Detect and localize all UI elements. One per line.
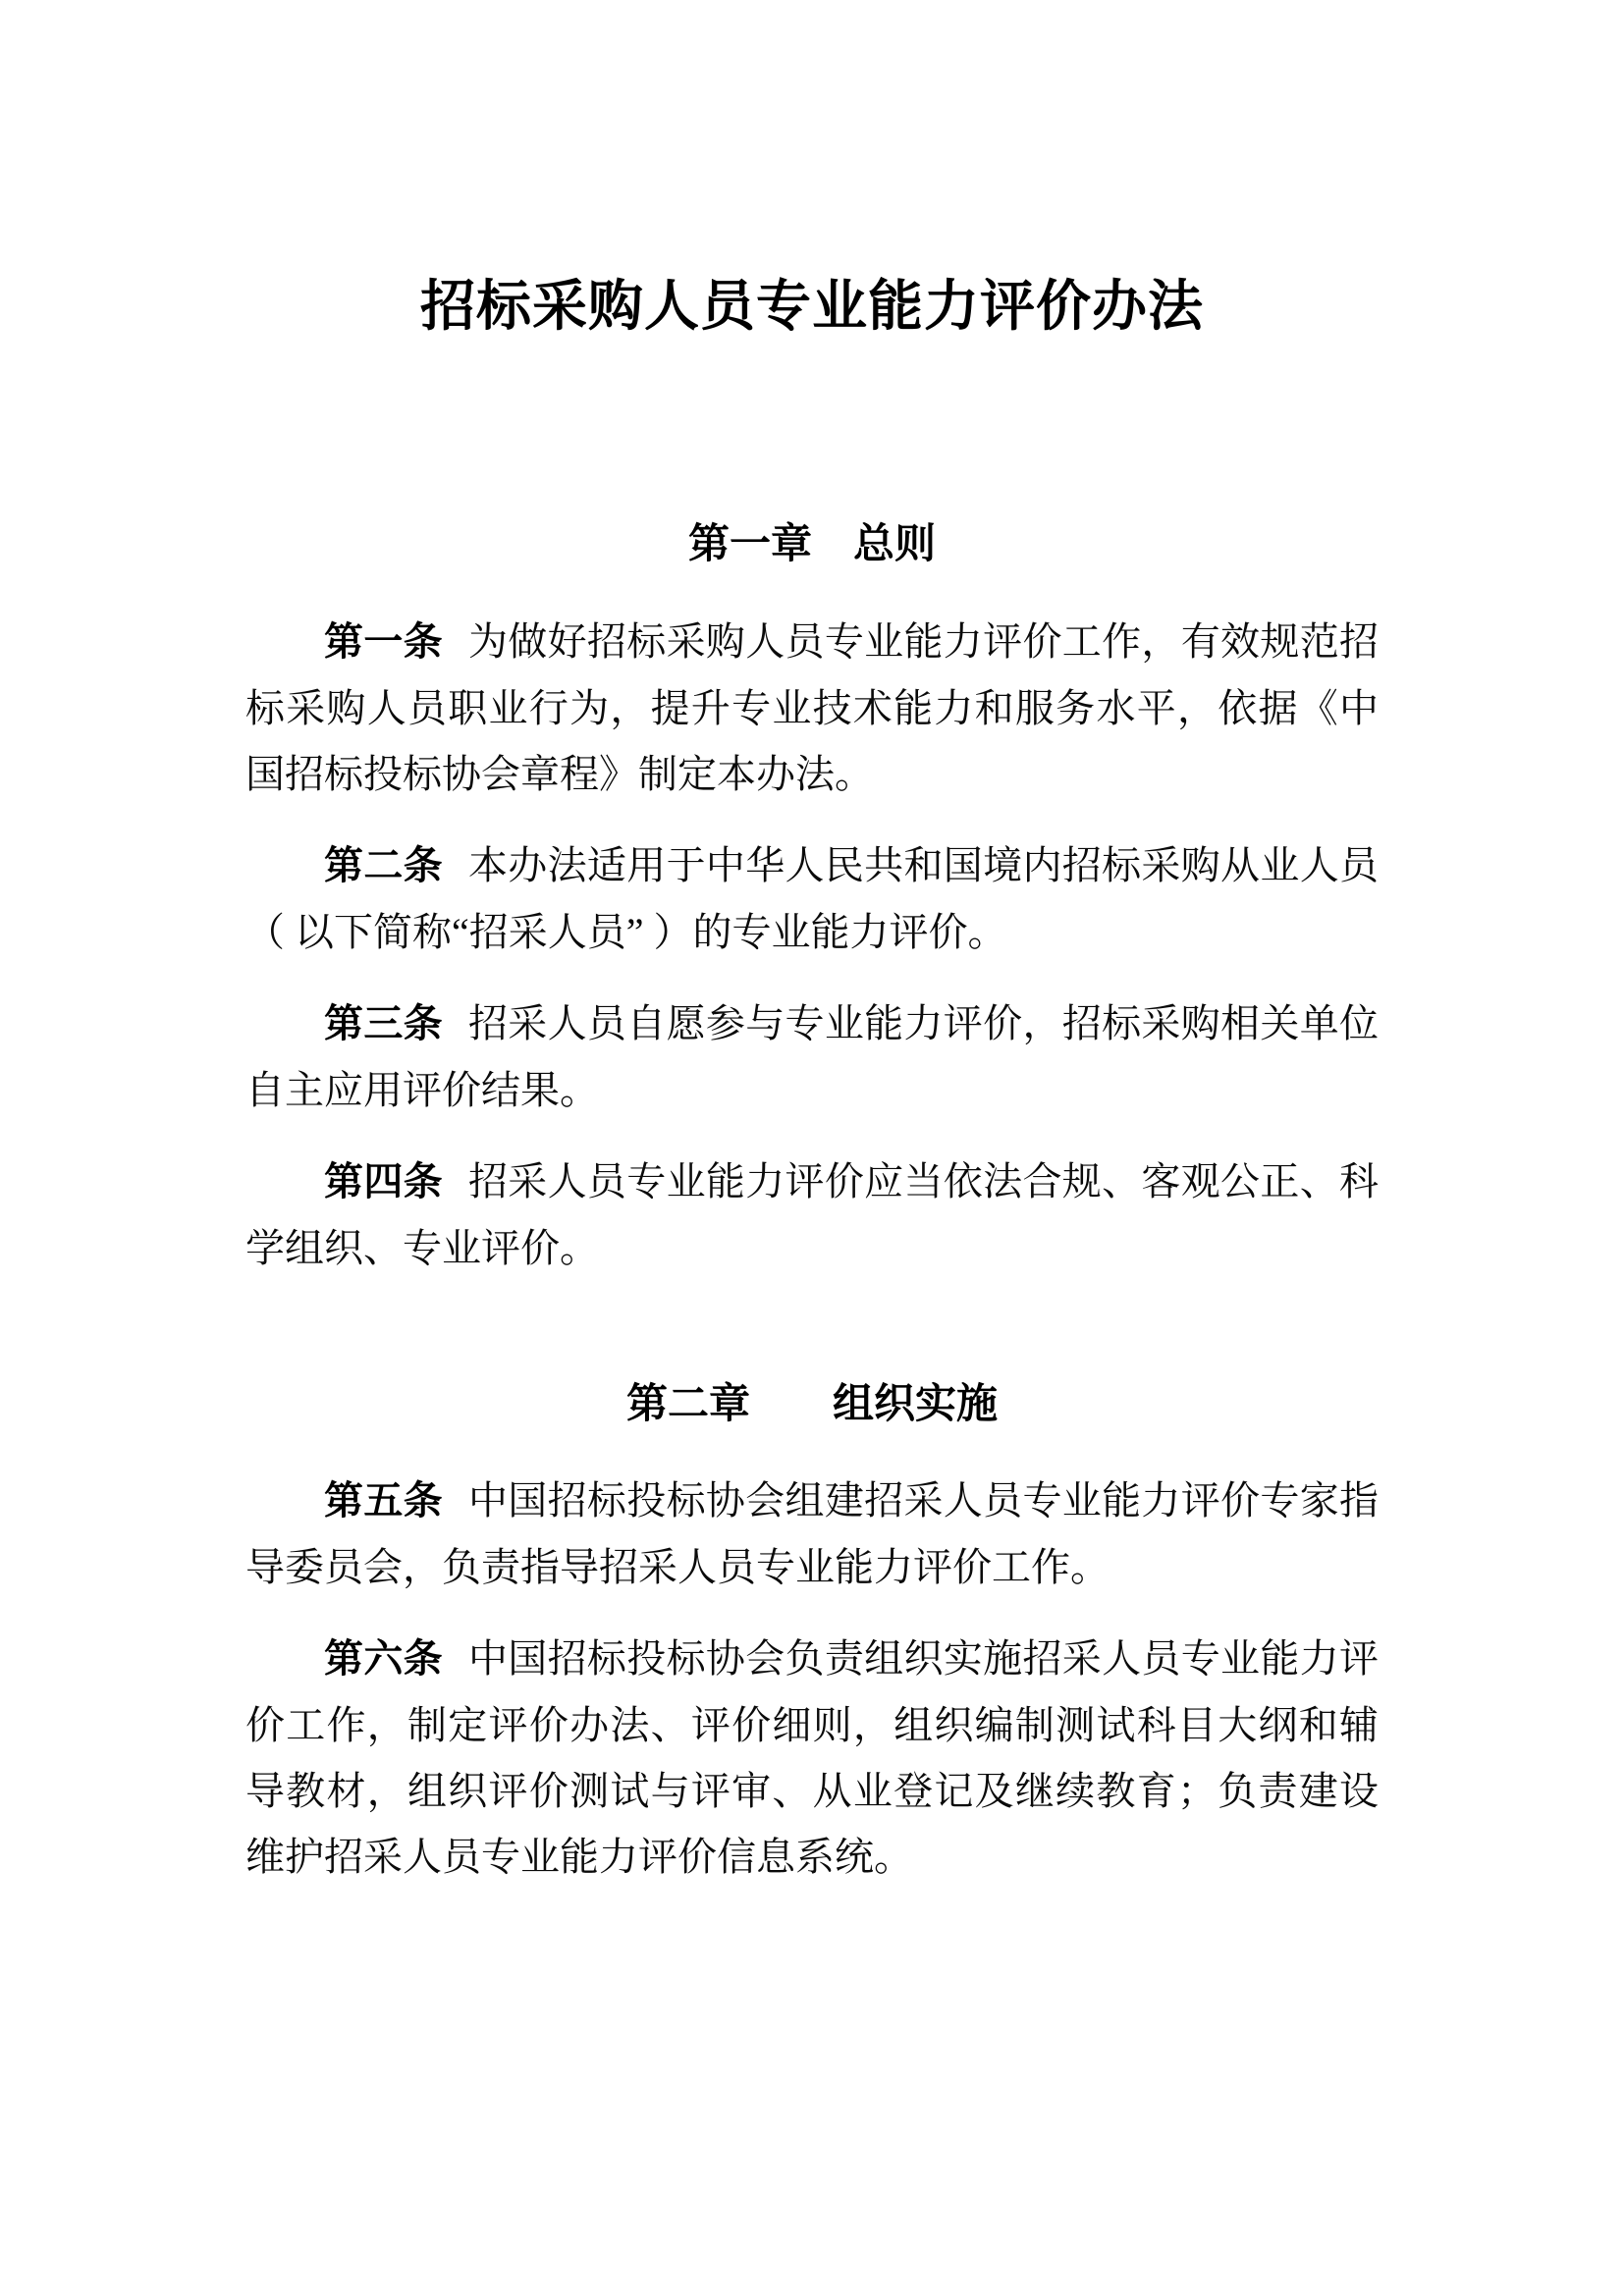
document-title [245, 275, 1379, 338]
article-5 [245, 1468, 1379, 1600]
article-5-number: 第五条 [324, 1479, 443, 1523]
article-3 [245, 990, 1379, 1123]
article-1 [245, 609, 1379, 807]
article-1-text: 为做好招标采购人员专业能力评价工作，有效规范招标采购人员职业行为，提升专业技术能力和服务水平，依据《中国招标投标协会章程》制定本办法。 [245, 618, 1380, 796]
article-4-number: 第四条 [324, 1159, 443, 1203]
chapter-1 [245, 519, 1379, 1280]
article-6 [245, 1626, 1379, 1890]
document-title-text: 招标采购人员专业能力评价办法 [420, 275, 1204, 337]
article-6-number: 第六条 [324, 1637, 443, 1682]
article-2-number: 第二条 [324, 843, 443, 887]
article-2 [245, 832, 1379, 965]
chapter-2-heading: 第二章 组织实施 [625, 1379, 998, 1426]
article-2-text: 本办法适用于中华人民共和国境内招标采购从业人员（ 以下简称“招采人员” ）的专业能力评价。 [245, 842, 1380, 954]
article-1-number: 第一条 [324, 619, 443, 664]
article-3-number: 第三条 [324, 1001, 443, 1045]
article-5-text: 中国招标投标协会组建招采人员专业能力评价专家指导委员会，负责指导招采人员专业能力评价工作。 [245, 1478, 1380, 1590]
article-3-text: 招采人员自愿参与专业能力评价，招标采购相关单位自主应用评价结果。 [245, 1000, 1380, 1112]
article-6-text: 中国招标投标协会负责组织实施招采人员专业能力评价工作，制定评价办法、评价细则，组织编制测试科目大纲和辅导教材，组织评价测试与评审、从业登记及继续教育；负责建设维护招采人员专业能力评价信息系统。 [245, 1636, 1380, 1880]
chapter-1-heading: 第一章 总则 [687, 520, 936, 567]
chapter-2 [245, 1379, 1379, 1890]
article-4 [245, 1148, 1379, 1281]
article-4-text: 招采人员专业能力评价应当依法合规、客观公正、科学组织、专业评价。 [245, 1158, 1380, 1270]
